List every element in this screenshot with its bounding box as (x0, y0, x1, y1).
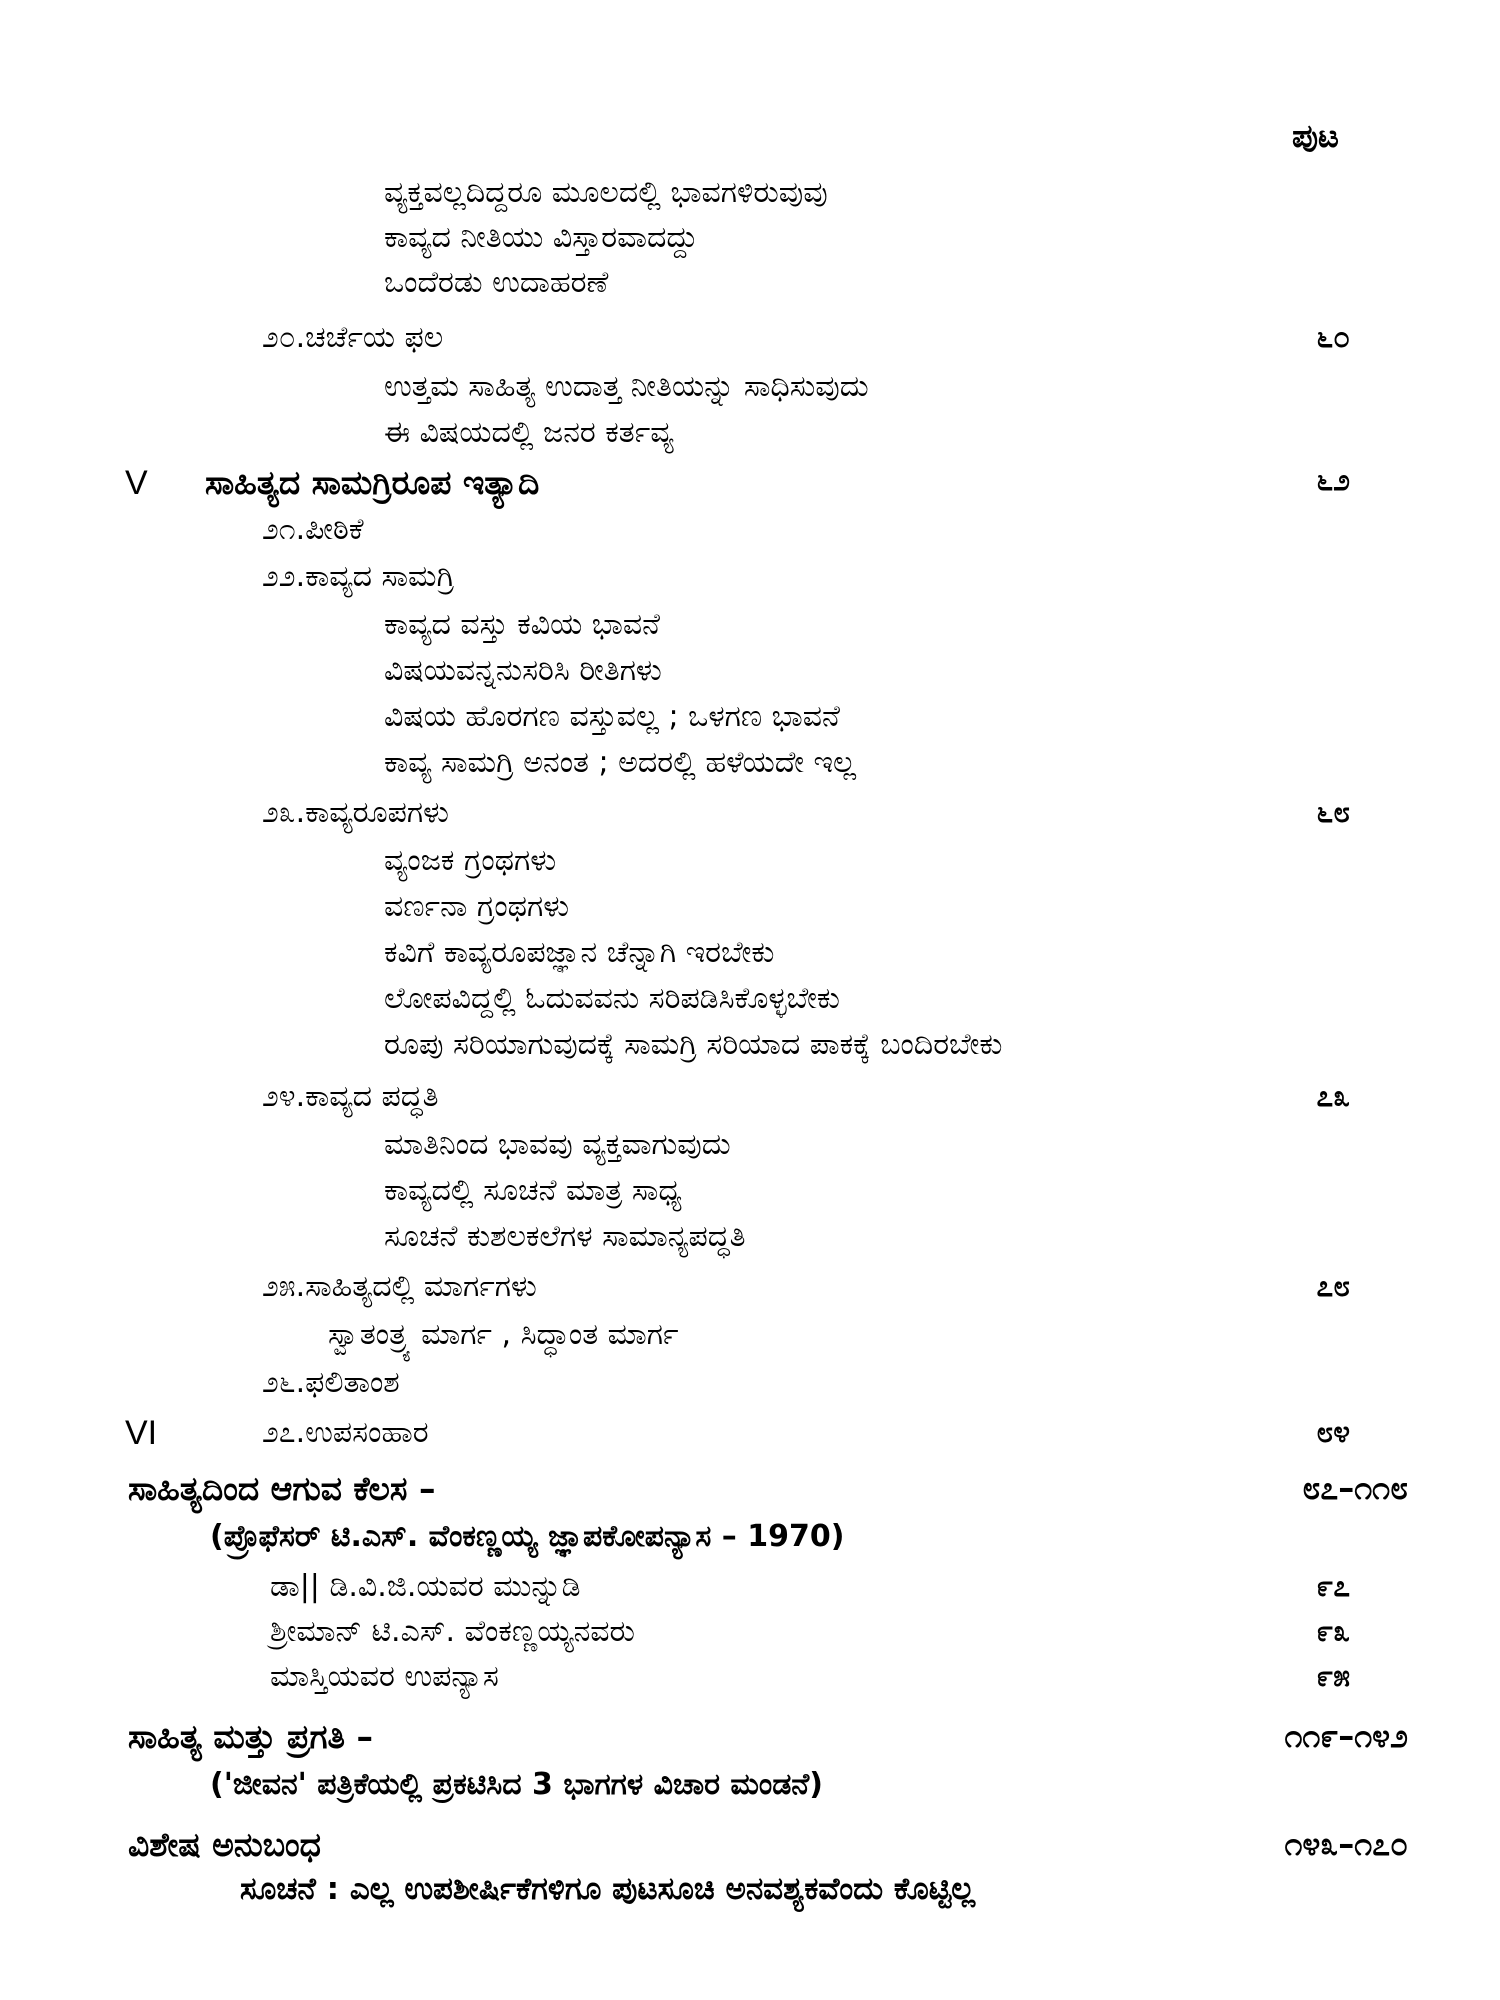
toc-entry: ಕಾವ್ಯದಲ್ಲಿ ಸೂಚನೆ ಮಾತ್ರ ಸಾಧ್ಯ (384, 1173, 682, 1208)
toc-section: ಡಾ|| ಡಿ.ವಿ.ಜಿ.ಯವರ ಮುನ್ನುಡಿ (270, 1569, 581, 1604)
toc-section: ೨೭.ಉಪಸಂಹಾರ (262, 1415, 429, 1450)
toc-entry: ಕವಿಗೆ ಕಾವ್ಯರೂಪಜ್ಞಾನ ಚೆನ್ನಾಗಿ ಇರಬೇಕು (384, 935, 775, 970)
toc-section: ೨೪.ಕಾವ್ಯದ ಪದ್ಧತಿ (262, 1079, 439, 1114)
toc-part-title: ಸಾಹಿತ್ಯದ ಸಾಮಗ್ರಿರೂಪ ಇತ್ಯಾದಿ (205, 463, 540, 502)
toc-entry: ಕಾವ್ಯದ ನೀತಿಯು ವಿಸ್ತಾರವಾದದ್ದು (384, 220, 699, 255)
toc-section: ೨೬.ಫಲಿತಾಂಶ (262, 1365, 400, 1400)
toc-entry: ಕಾವ್ಯದ ವಸ್ತು ಕವಿಯ ಭಾವನೆ (384, 607, 660, 642)
toc-part-title: ಸಾಹಿತ್ಯದಿಂದ ಆಗುವ ಕೆಲಸ – (128, 1469, 436, 1508)
toc-page-number: ೮೪ (1316, 1415, 1350, 1450)
toc-section: ೨೫.ಸಾಹಿತ್ಯದಲ್ಲಿ ಮಾರ್ಗಗಳು (262, 1269, 537, 1304)
toc-section: ೨೨.ಕಾವ್ಯದ ಸಾಮಗ್ರಿ (262, 559, 455, 594)
toc-entry: ಮಾತಿನಿಂದ ಭಾವವು ವ್ಯಕ್ತವಾಗುವುದು (384, 1127, 731, 1162)
toc-entry: ಸೂಚನೆ ಕುಶಲಕಲೆಗಳ ಸಾಮಾನ್ಯಪದ್ಧತಿ (384, 1219, 746, 1254)
toc-entry: ವಿಷಯವನ್ನನುಸರಿಸಿ ರೀತಿಗಳು (384, 653, 662, 688)
toc-entry: ಕಾವ್ಯ ಸಾಮಗ್ರಿ ಅನಂತ ; ಅದರಲ್ಲಿ ಹಳೆಯದೇ ಇಲ್ಲ (384, 745, 857, 780)
toc-subtitle: ('ಜೀವನ' ಪತ್ರಿಕೆಯಲ್ಲಿ ಪ್ರಕಟಿಸಿದ 3 ಭಾಗಗಳ ವಿಚಾರ ಮಂಡನೆ) (210, 1767, 823, 1802)
toc-part-numeral: VI (125, 1414, 158, 1452)
toc-page-number: ೯೩ (1316, 1614, 1350, 1649)
toc-subtitle: (ಪ್ರೊಫೆಸರ್ ಟಿ.ಎಸ್. ವೆಂಕಣ್ಣಯ್ಯ ಜ್ಞಾಪಕೋಪನ್ಯಾಸ – 1970) (210, 1519, 845, 1554)
toc-page-range: ೧೪೩–೧೭೦ (1284, 1825, 1408, 1863)
toc-section: ಶ್ರೀಮಾನ್ ಟಿ.ಎಸ್. ವೆಂಕಣ್ಣಯ್ಯನವರು (270, 1614, 635, 1649)
toc-entry: ವ್ಯಂಜಕ ಗ್ರಂಥಗಳು (384, 843, 557, 878)
toc-page-number: ೯೭ (1316, 1569, 1350, 1604)
toc-entry: ಲೋಪವಿದ್ದಲ್ಲಿ ಓದುವವನು ಸರಿಪಡಿಸಿಕೊಳ್ಳಬೇಕು (384, 981, 840, 1016)
toc-page-number: ೯೫ (1316, 1659, 1350, 1694)
toc-section: ೨೧.ಪೀಠಿಕೆ (262, 512, 364, 547)
toc-entry: ವರ್ಣನಾ ಗ್ರಂಥಗಳು (384, 889, 570, 924)
toc-part-numeral: V (125, 464, 148, 502)
page-column-label: ಪುಟ (1292, 117, 1339, 155)
toc-entry: ವ್ಯಕ್ತವಲ್ಲದಿದ್ದರೂ ಮೂಲದಲ್ಲಿ ಭಾವಗಳಿರುವುವು (384, 175, 828, 210)
toc-page-number: ೭೮ (1316, 1269, 1350, 1304)
toc-part-title: ಸಾಹಿತ್ಯ ಮತ್ತು ಪ್ರಗತಿ – (128, 1717, 373, 1756)
toc-page-number: ೭೩ (1316, 1079, 1350, 1114)
toc-page-number: ೬೨ (1316, 463, 1350, 498)
toc-section: ಮಾಸ್ತಿಯವರ ಉಪನ್ಯಾಸ (270, 1659, 499, 1694)
toc-part-title: ವಿಶೇಷ ಅನುಬಂಧ (128, 1825, 321, 1864)
toc-page-number: ೬೮ (1316, 795, 1350, 830)
toc-entry: ರೂಪು ಸರಿಯಾಗುವುದಕ್ಕೆ ಸಾಮಗ್ರಿ ಸರಿಯಾದ ಪಾಕಕ್ಕೆ ಬಂದಿರಬೇಕು (384, 1027, 1003, 1062)
toc-entry: ಒಂದೆರಡು ಉದಾಹರಣೆ (384, 265, 609, 300)
toc-entry: ಉತ್ತಮ ಸಾಹಿತ್ಯ ಉದಾತ್ತ ನೀತಿಯನ್ನು ಸಾಧಿಸುವುದು (384, 369, 869, 404)
toc-section: ೨೩.ಕಾವ್ಯರೂಪಗಳು (262, 795, 449, 830)
toc-section: ೨೦.ಚರ್ಚೆಯ ಫಲ (262, 320, 444, 355)
toc-page-range: ೮೭–೧೧೮ (1302, 1469, 1408, 1507)
toc-entry: ಈ ವಿಷಯದಲ್ಲಿ ಜನರ ಕರ್ತವ್ಯ (384, 415, 674, 450)
toc-entry: ವಿಷಯ ಹೊರಗಣ ವಸ್ತುವಲ್ಲ ; ಒಳಗಣ ಭಾವನೆ (384, 699, 840, 734)
toc-page-range: ೧೧೯–೧೪೨ (1284, 1717, 1408, 1755)
toc-page-number: ೬೦ (1316, 320, 1350, 355)
toc-entry: ಸ್ವಾತಂತ್ರ್ಯ ಮಾರ್ಗ , ಸಿದ್ಧಾಂತ ಮಾರ್ಗ (328, 1317, 679, 1352)
toc-note: ಸೂಚನೆ : ಎಲ್ಲ ಉಪಶೀರ್ಷಿಕೆಗಳಿಗೂ ಪುಟಸೂಚಿ ಅನವಶ್ಯಕವೆಂದು ಕೊಟ್ಟಿಲ್ಲ (240, 1871, 976, 1907)
